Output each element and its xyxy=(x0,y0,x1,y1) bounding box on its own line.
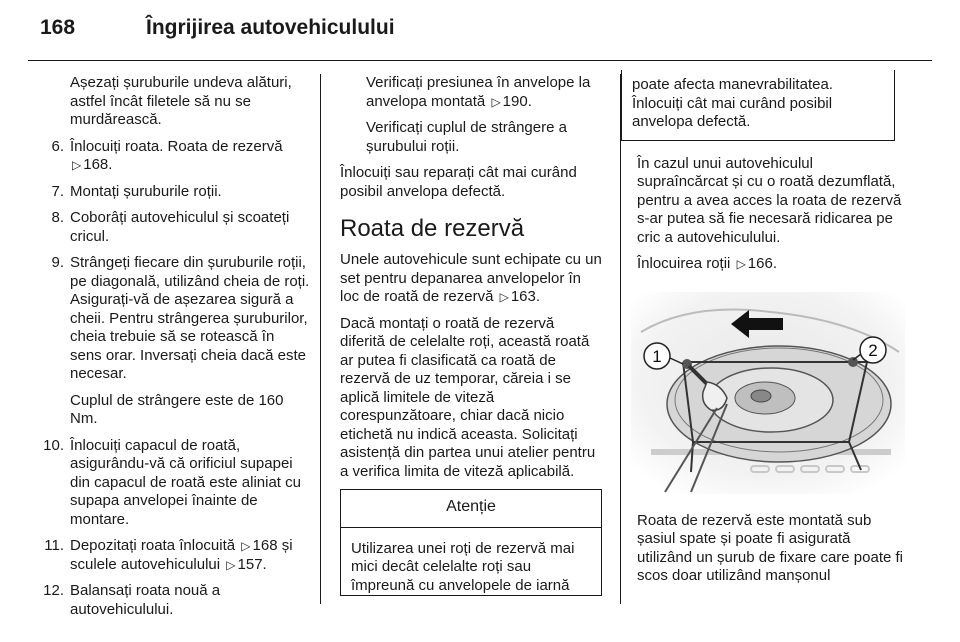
page-reference-link[interactable]: 163 xyxy=(510,288,536,305)
callout-label-1: 1 xyxy=(652,346,662,366)
check-pressure-paragraph: Verificați presiunea în anvelope la anvelopa montată ▷ 190. xyxy=(366,74,591,110)
intro-paragraph: Așezați șuruburile undeva alături, astfel încât filetele să nu se murdărească. xyxy=(70,74,292,128)
arrow-right-icon: ▷ xyxy=(491,94,501,109)
list-item xyxy=(30,437,310,530)
list-item xyxy=(30,537,310,574)
list-number: 6. xyxy=(51,137,64,155)
warning-text: Utilizarea unei roți de rezervă mai mici decât celelalte roți sau împreună cu anvelopele de iarnă xyxy=(351,539,575,594)
warning-box xyxy=(340,489,602,596)
paragraph-text: Verificați presiunea în anvelope la anvelopa montată xyxy=(366,74,591,110)
list-number: 10. xyxy=(43,436,64,454)
page-number: 168 xyxy=(40,16,76,39)
spare-wheel-paragraph: Unele autovehicule sunt echipate cu un set pentru depanarea anvelopelor în loc de roată de rezervă ▷ 163. xyxy=(340,251,602,305)
header-divider xyxy=(28,60,932,61)
section-heading: Roata de rezervă xyxy=(340,215,525,242)
list-text: Coborâți autovehiculul și scoateți cricul. xyxy=(70,209,290,245)
list-text: Înlocuiți capacul de roată, asigurându-vă că orificiul supapei din capacul de roată este aliniat cu supapa anvelopei înainte de montare. xyxy=(70,436,301,528)
punctuation: . xyxy=(262,555,267,573)
page-reference-link[interactable]: 166 xyxy=(747,255,773,272)
step-text: și sculele autovehiculului xyxy=(70,537,293,573)
list-item xyxy=(30,254,310,384)
fixing-bolt-right xyxy=(848,357,858,367)
temporary-spare-paragraph: Dacă montați o roată de rezervă diferită de celelalte roți, această roată ar putea fi clasificată ca roată de rezervă de uz temporar, căreia i se aplică limitele de viteză corespunzătoare, chiar dacă nicio etichetă nu indică aceasta. Solicitați asistență din partea unui atelier pentru a verifica limita de viteză aplicabilă. xyxy=(340,314,596,480)
column-3 xyxy=(632,74,905,594)
list-text xyxy=(70,138,310,175)
warning-box-continued: poate afecta manevrabilitatea. Înlocuiți cât mai curând posibil anvelopa defectă. xyxy=(621,70,895,141)
warning-title: Atenție xyxy=(341,490,601,528)
spare-wheel-drawing xyxy=(631,292,905,494)
punctuation: . xyxy=(108,156,113,173)
list-item xyxy=(30,582,310,619)
step-text: Înlocuiți roata. Roata de rezervă xyxy=(70,137,283,155)
paragraph-text: Unele autovehicule sunt echipate cu un set pentru depanarea anvelopelor în loc de roată de rezervă xyxy=(340,251,602,305)
page-reference-link[interactable]: 168 xyxy=(252,537,278,554)
arrow-right-icon: ▷ xyxy=(72,158,82,172)
check-torque-paragraph: Verificați cuplul de strângere a șurubului roții. xyxy=(366,119,567,155)
torque-note: Cuplul de strângere este de 160 Nm. xyxy=(70,391,284,427)
callout-label-2: 2 xyxy=(868,340,878,360)
arrow-right-icon: ▷ xyxy=(736,257,746,271)
overloaded-vehicle-paragraph: În cazul unui autovehiculul supraîncărcat și cu o roată dezumflată, pentru a avea acces la roata de rezervă s-ar putea să fie necesară ridicarea pe cric a autovehiculului. xyxy=(637,154,902,246)
list-item xyxy=(30,209,310,246)
page-reference-link[interactable]: 157 xyxy=(237,555,263,573)
list-number: 9. xyxy=(51,254,64,271)
page-reference-link[interactable]: 168 xyxy=(83,156,109,173)
spare-wheel-mounting-paragraph: Roata de rezervă este montată sub șasiul spate și poate fi asigurată utilizând un șurub de fixare care poate fi scos doar utilizând manșonul xyxy=(637,511,903,584)
list-number: 11. xyxy=(44,537,64,554)
column-divider-1 xyxy=(320,74,321,604)
list-text: Montați șuruburile roții. xyxy=(70,182,222,200)
list-number: 12. xyxy=(43,582,64,599)
arrow-right-icon: ▷ xyxy=(499,290,509,304)
page-reference-link[interactable]: 190 xyxy=(502,92,528,110)
list-number: 7. xyxy=(51,182,64,200)
list-text: Balansați roata nouă a autovehiculului. xyxy=(70,582,221,618)
column-1 xyxy=(30,74,310,627)
wheel-change-reference: Înlocuirea roții ▷ 166. xyxy=(637,255,777,272)
column-2 xyxy=(340,74,602,596)
page-title: Îngrijirea autovehiculului xyxy=(146,16,395,39)
list-item xyxy=(30,183,310,202)
replace-tyre-paragraph: Înlocuiți sau reparați cât mai curând posibil anvelopa defectă. xyxy=(340,164,577,200)
list-text: Strângeți fiecare din șuruburile roții, pe diagonală, utilizând cheia de roți. Asigurați-vă de așezarea sigură a cheii. Pentru strângerea șuruburilor, cheia trebuie să se rotească în sens orar. Inversați cheia dacă este necesar. xyxy=(70,254,310,382)
list-number: 8. xyxy=(51,209,64,226)
arrow-right-icon: ▷ xyxy=(241,539,251,553)
spare-wheel-illustration xyxy=(631,292,905,494)
arrow-right-icon: ▷ xyxy=(226,557,236,572)
step-text: Depozitați roata înlocuită xyxy=(70,537,236,554)
paragraph-text: Înlocuirea roții xyxy=(637,255,731,272)
list-text xyxy=(70,537,310,574)
page-header xyxy=(28,14,932,54)
column-divider-2 xyxy=(620,74,621,604)
list-item xyxy=(30,138,310,175)
